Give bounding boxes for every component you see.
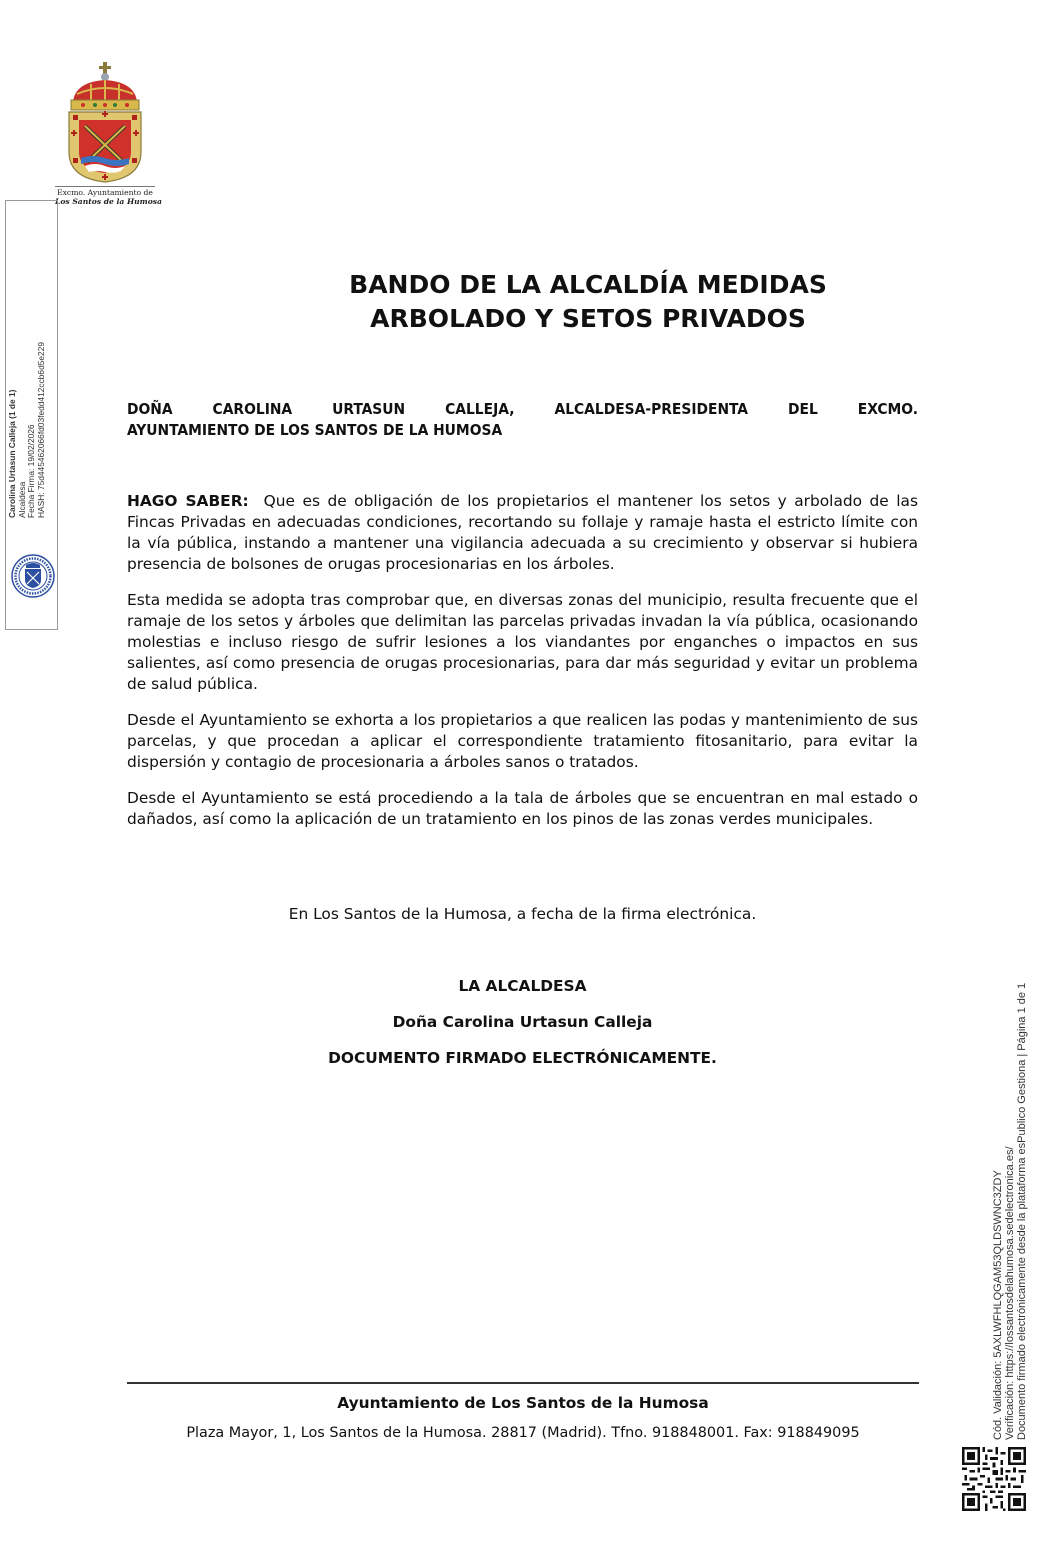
signer-name: Carolina Urtasun Calleja (1 de 1) — [7, 389, 17, 518]
crest-caption-line1: Excmo. Ayuntamiento de — [55, 186, 155, 197]
paragraph-lead: HAGO SABER: — [127, 492, 249, 510]
paragraph: Esta medida se adopta tras comprobar que, en diversas zonas del municipio, resulta frecuente que el ramaje de los setos y árboles que delimitan las parcelas privadas invadan la vía pública, ocasionando molestias e incluso riesgo de sufrir lesiones a los viandantes por enganches o impactos en sus salientes, así como presencia de orugas procesionarias, para dar más seguridad y evitar un problema de salud pública. — [127, 591, 918, 693]
issuer-heading — [127, 399, 918, 441]
paragraph: Desde el Ayuntamiento se exhorta a los propietarios a que realicen las podas y mantenimiento de sus parcelas, y que procedan a aplicar el correspondiente tratamiento fitosanitario, para evitar la dispersión y contagio de procesionaria a árboles sanos o tratados. — [127, 711, 918, 771]
municipal-crest — [55, 60, 162, 210]
municipal-coat-of-arms-icon — [63, 60, 147, 184]
validation-code: Cód. Validación: 5AXLWFHLQGAM53QLDSWNC3ZDY — [992, 1170, 1004, 1440]
paragraph: Desde el Ayuntamiento se está procediendo a la tala de árboles que se encuentran en mal estado o dañados, así como la aplicación de un tratamiento en los pinos de las zonas verdes municipales. — [127, 789, 918, 828]
signature-date: Fecha Firma: 19/02/2026 — [26, 424, 36, 518]
footer-address: Plaza Mayor, 1, Los Santos de la Humosa. 28817 (Madrid). Tfno. 918848001. Fax: 918849095 — [186, 1425, 860, 1441]
signature-details — [8, 342, 46, 518]
validation-url[interactable]: Verificación: https://lossantosdelahumosa.sedelectronica.es/ — [1004, 1146, 1016, 1440]
validation-platform: Documento firmado electrónicamente desde la plataforma esPublico Gestiona | Página 1 de 1 — [1016, 982, 1028, 1440]
signature-note: DOCUMENTO FIRMADO ELECTRÓNICAMENTE. — [328, 1049, 717, 1067]
official-seal-icon — [10, 553, 56, 599]
title-line2: ARBOLADO Y SETOS PRIVADOS — [370, 304, 806, 333]
footer-organization: Ayuntamiento de Los Santos de la Humosa — [337, 1394, 709, 1412]
document-body — [127, 491, 918, 845]
signature-name: Doña Carolina Urtasun Calleja — [392, 1013, 653, 1031]
validation-info — [992, 983, 1028, 1440]
signer-role: Alcaldesa — [16, 481, 27, 518]
closing-line: En Los Santos de la Humosa, a fecha de la firma electrónica. — [288, 905, 757, 923]
heading-line2: AYUNTAMIENTO DE LOS SANTOS DE LA HUMOSA — [127, 421, 503, 439]
qr-code-icon — [962, 1447, 1026, 1511]
signature-hash: HASH: 75d445462066fd03fedd412ccb6d5e229 — [35, 341, 46, 518]
crest-caption-line2: Los Santos de la Humosa — [55, 197, 162, 206]
heading-line1: DOÑA CAROLINA URTASUN CALLEJA, ALCALDESA-PRESIDENTA DEL EXCMO. — [127, 400, 918, 418]
document-title — [240, 268, 936, 336]
title-line1: BANDO DE LA ALCALDÍA MEDIDAS — [349, 270, 827, 299]
paragraph-text: Que es de obligación de los propietarios el mantener los setos y arbolado de las Fincas Privadas en adecuadas condiciones, recortando su follaje y ramaje hasta el estricto límite con la vía pública, instando a mantener una vigilancia adecuada a su crecimiento y observar si hubiera presencia de bolsones de orugas procesionarias en los árboles. — [127, 492, 918, 573]
signature-title: LA ALCALDESA — [458, 977, 587, 995]
footer-divider — [127, 1382, 919, 1384]
paragraph — [127, 491, 918, 575]
